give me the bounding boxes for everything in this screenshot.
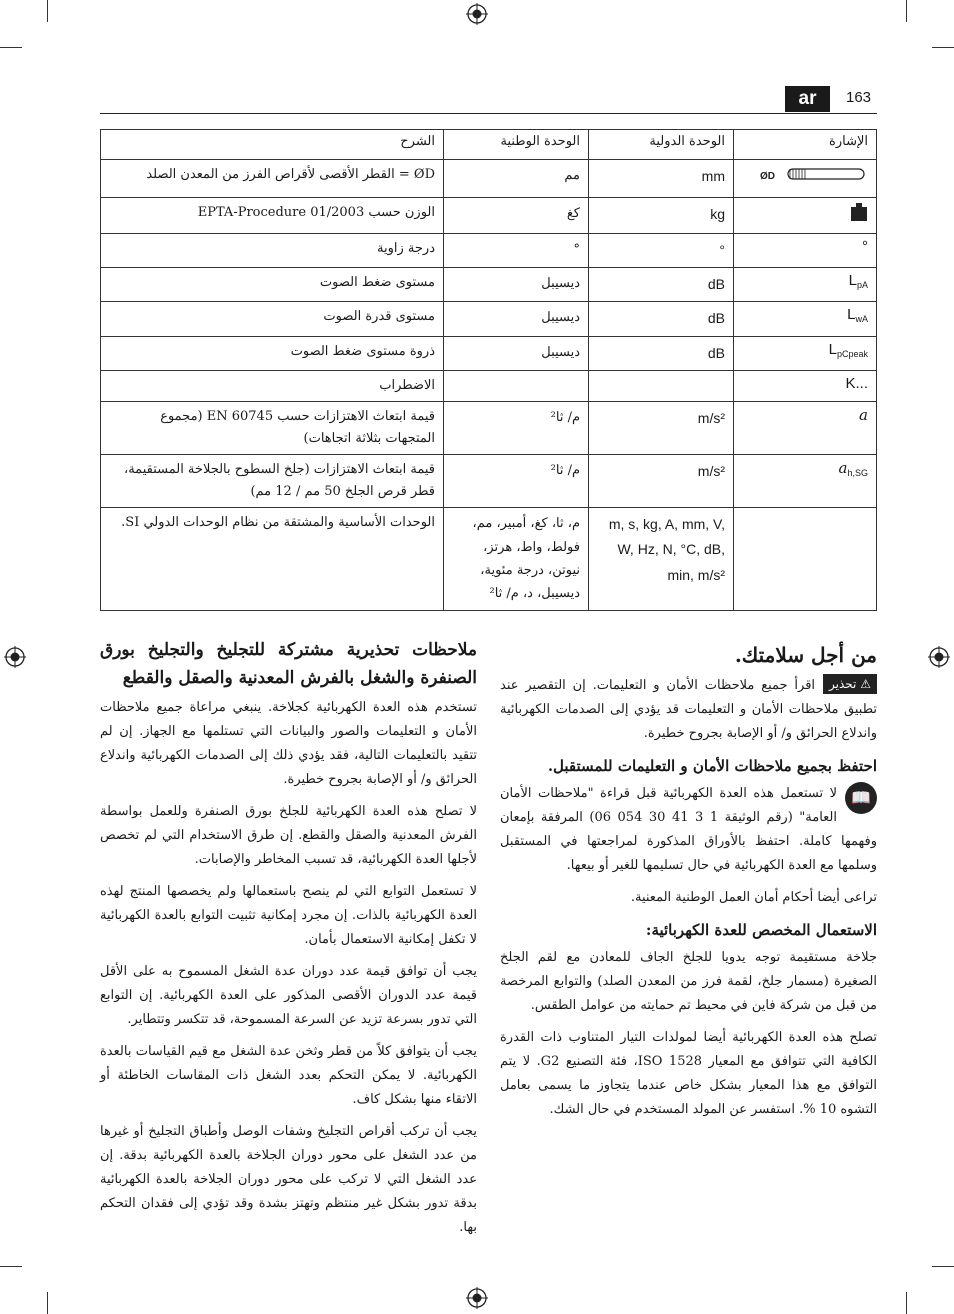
warning-paragraph-1: تستخدم هذه العدة الكهربائية كجلاخة. ينبغي مراعاة جميع ملاحظات الأمان و التعليمات والصور والبيانات التي تستلمها مع الجهاز. إن لم تتقيد بالتعليمات التالية، فقد يؤدي ذلك إلى الصدمات الكهربائية واندلاع الحرائق و/ أو الإصابة بجروح خطيرة. — [100, 700, 477, 787]
cell-meaning: درجة زاوية — [101, 234, 444, 268]
cell-national: م/ ثا² — [444, 401, 589, 454]
cell-intl — [589, 370, 734, 401]
warning-paragraph-5: يجب أن يتوافق كلاً من قطر وثخن عدة الشغل مع قيم القياسات بالعدة الكهربائية. لا يمكن التحكم بعدد الشغل ذات المقاسات الخاطئة أو الاتقاء منها بشكل كاف. — [100, 1044, 477, 1107]
symbol-sub: pA — [856, 280, 868, 291]
cell-symbol — [734, 160, 877, 198]
registration-mark-icon — [4, 646, 26, 668]
crop-mark — [906, 0, 907, 22]
cell-national: ° — [444, 234, 589, 268]
cell-national: ديسيبل — [444, 302, 589, 336]
warning-paragraph-2: لا تصلح هذه العدة الكهربائية للجلخ بورق الصنفرة وللعمل بواسطة الفرش المعدنية والصقل والقطع. إن طرق الاستخدام التي لم تخصص لأجلها العدة الكهربائية، قد تسبب المخاطر والإصابات. — [100, 804, 477, 867]
cell-meaning: مستوى قدرة الصوت — [101, 302, 444, 336]
cell-symbol — [734, 508, 877, 611]
section-title: ملاحظات تحذيرية مشتركة للتجليخ والتجليخ بورق الصنفرة والشغل بالفرش المعدنية والصقل والقطع — [100, 640, 477, 688]
table-row — [101, 268, 877, 302]
table-row — [101, 370, 877, 401]
read-manual-icon: 📖 — [845, 782, 877, 814]
crop-mark — [47, 0, 48, 22]
warning-label: تحذير — [829, 677, 857, 691]
cell-meaning: قيمة ابتعاث الاهتزازات (جلخ السطوح بالجلاخة المستقيمة، قطر قرص الجلخ 50 مم / 12 مم) — [101, 455, 444, 508]
symbol-main: L — [828, 340, 837, 358]
cell-national: كغ — [444, 198, 589, 234]
symbol-main: a — [838, 459, 848, 478]
symbol-main: a — [859, 405, 868, 424]
table-row — [101, 160, 877, 198]
cell-national: م/ ثا² — [444, 455, 589, 508]
cell-national: م، ثا، كغ، أمبير، مم، فولط، واط، هرتز، نيوتن، درجة مئوية، ديسيبل، د، م/ ثا² — [444, 508, 589, 611]
cell-national: ديسيبل — [444, 336, 589, 370]
cell-meaning: ØD = القطر الأقصى لأقراص الفرز من المعدن الصلد — [101, 160, 444, 198]
general-safety-paragraph — [500, 782, 877, 878]
symbol-sub: pCpeak — [836, 348, 868, 359]
warning-paragraph-6: يجب أن تركب أقراص التجليخ وشفات الوصل وأطباق التجليخ أو غيرها من عدد الشغل على محور دوران الجلاخة بالعدة الكهربائية بدقة. إن عدد الشغل التي لا تركب على محور دوران الجلاخة بالعدة الكهربائية بدقة تدور بشكل غير منتظم وتهتز بشدة وقد تؤدي إلى فقدان التحكم بها. — [100, 1124, 477, 1235]
header-rule — [100, 113, 877, 114]
header-meaning: الشرح — [101, 130, 444, 160]
cell-symbol — [734, 336, 877, 370]
symbols-table — [100, 129, 877, 611]
crop-mark — [932, 47, 954, 48]
cell-intl: ° — [589, 234, 734, 268]
warning-text: اقرأ جميع ملاحظات الأمان و التعليمات. إن التقصير عند تطبيق ملاحظات الأمان و التعليمات قد يؤدي إلى الصدمات الكهربائية واندلاع الحرائق و/ أو الإصابة بجروح خطيرة. — [500, 678, 877, 741]
table-row — [101, 336, 877, 370]
language-badge: ar — [785, 86, 830, 112]
cell-meaning: الاضطراب — [101, 370, 444, 401]
cell-symbol: K... — [734, 370, 877, 401]
table-row — [101, 198, 877, 234]
warning-paragraph — [500, 674, 877, 746]
crop-mark — [47, 1292, 48, 1314]
registration-mark-icon — [928, 646, 950, 668]
national-regulations-paragraph: تراعى أيضا أحكام أمان العمل الوطنية المعنية. — [630, 890, 877, 905]
cell-intl: mm — [589, 160, 734, 198]
intended-use-heading: الاستعمال المخصص للعدة الكهربائية: — [645, 921, 877, 939]
keep-instructions-heading: احتفظ بجميع ملاحظات الأمان و التعليمات للمستقبل. — [547, 757, 877, 775]
section-title: من أجل سلامتك. — [734, 643, 877, 667]
cell-national — [444, 370, 589, 401]
cell-intl: dB — [589, 268, 734, 302]
cell-national: ديسيبل — [444, 268, 589, 302]
cell-meaning: الوزن حسب EPTA-Procedure 01/2003 — [101, 198, 444, 234]
table-row — [101, 455, 877, 508]
symbol-main: L — [847, 306, 856, 324]
header-national: الوحدة الوطنية — [444, 130, 589, 160]
cell-symbol — [734, 302, 877, 336]
cell-symbol — [734, 268, 877, 302]
cell-intl: dB — [589, 336, 734, 370]
cell-intl: m/s² — [589, 401, 734, 454]
warning-paragraph-4: يجب أن توافق قيمة عدد دوران عدة الشغل المسموح به على الأقل قيمة عدد الدوران الأقصى المذكور على العدة الكهربائية. إن التوابع التي تدور بسرعة تزيد عن السرعة المسموحة، قد تتكسر وتتطاير. — [100, 964, 477, 1027]
table-header-row — [101, 130, 877, 160]
cell-meaning: ذروة مستوى ضغط الصوت — [101, 336, 444, 370]
header-intl: الوحدة الدولية — [589, 130, 734, 160]
table-row — [101, 508, 877, 611]
table-row — [101, 302, 877, 336]
generator-paragraph: تصلح هذه العدة الكهربائية أيضا لمولدات التيار المتناوب ذات القدرة الكافية التي تتوافق مع المعيار ISO 1528، فئة التصنيع G2. لا يتم التوافق مع هذا المعيار بشكل خاص عندما يتجاوز ما يسمى بعامل التشوه 10 %. استفسر عن المولد المستخدم في حال الشك. — [500, 1030, 877, 1117]
cell-symbol — [734, 198, 877, 234]
warning-badge — [823, 674, 877, 694]
crop-mark — [932, 1266, 954, 1267]
disc-diameter-icon — [758, 164, 868, 184]
svg-text:ØD: ØD — [760, 171, 775, 182]
crop-mark — [0, 47, 22, 48]
symbol-main: L — [848, 272, 857, 290]
crop-mark — [0, 1266, 22, 1267]
symbol-sub: h,SG — [847, 468, 868, 479]
header-symbol: الإشارة — [734, 130, 877, 160]
cell-intl: kg — [589, 198, 734, 234]
cell-national: مم — [444, 160, 589, 198]
right-column — [500, 640, 877, 1130]
cell-intl: dB — [589, 302, 734, 336]
cell-intl: m, s, kg, A, mm, V, W, Hz, N, °C, dB, min, m/s² — [589, 508, 734, 611]
cell-meaning: الوحدات الأساسية والمشتقة من نظام الوحدات الدولي SI. — [101, 508, 444, 611]
warning-triangle-icon: ⚠ — [860, 677, 871, 691]
cell-intl: m/s² — [589, 455, 734, 508]
registration-mark-icon — [466, 3, 488, 25]
cell-symbol — [734, 455, 877, 508]
warning-paragraph-3: لا تستعمل التوابع التي لم ينصح باستعمالها ولم يخصصها المنتج لهذه العدة الكهربائية بالذات. إن مجرد إمكانية تثبيت التوابع بالعدة الكهربائية لا تكفل إمكانية الاستعمال بأمان. — [100, 884, 477, 947]
table-row — [101, 234, 877, 268]
cell-meaning: قيمة ابتعاث الاهتزازات حسب EN 60745 (مجموع المتجهات بثلاثة اتجاهات) — [101, 401, 444, 454]
general-safety-text: لا تستعمل هذه العدة الكهربائية قبل قراءة "ملاحظات الأمان العامة" (رقم الوثيقة 1 3 41 30 054 06) المرفقة بإمعان وفهمها كاملة. احتفظ بالأوراق المذكورة لمراجعتها في المستقبل وسلمها مع العدة الكهربائية في حال تسليمها للغير أو بيعها. — [500, 786, 877, 873]
intended-use-paragraph: جلاخة مستقيمة توجه يدويا للجلخ الجاف للمعادن مع لقم الجلخ الصغيرة (مسمار جلخ، لقمة فرز من المعدن الصلد) والتوابع المرخصة من قبل من شركة فاين في محيط تم حمايته من عوامل الطقس. — [500, 950, 877, 1013]
page-number: 163 — [846, 89, 872, 106]
registration-mark-icon — [466, 1287, 488, 1309]
table-row — [101, 401, 877, 454]
cell-symbol — [734, 401, 877, 454]
cell-meaning: مستوى ضغط الصوت — [101, 268, 444, 302]
left-column — [100, 636, 477, 1248]
crop-mark — [906, 1292, 907, 1314]
weight-icon — [850, 202, 868, 222]
symbol-sub: wA — [855, 314, 868, 325]
cell-symbol: ° — [734, 234, 877, 268]
